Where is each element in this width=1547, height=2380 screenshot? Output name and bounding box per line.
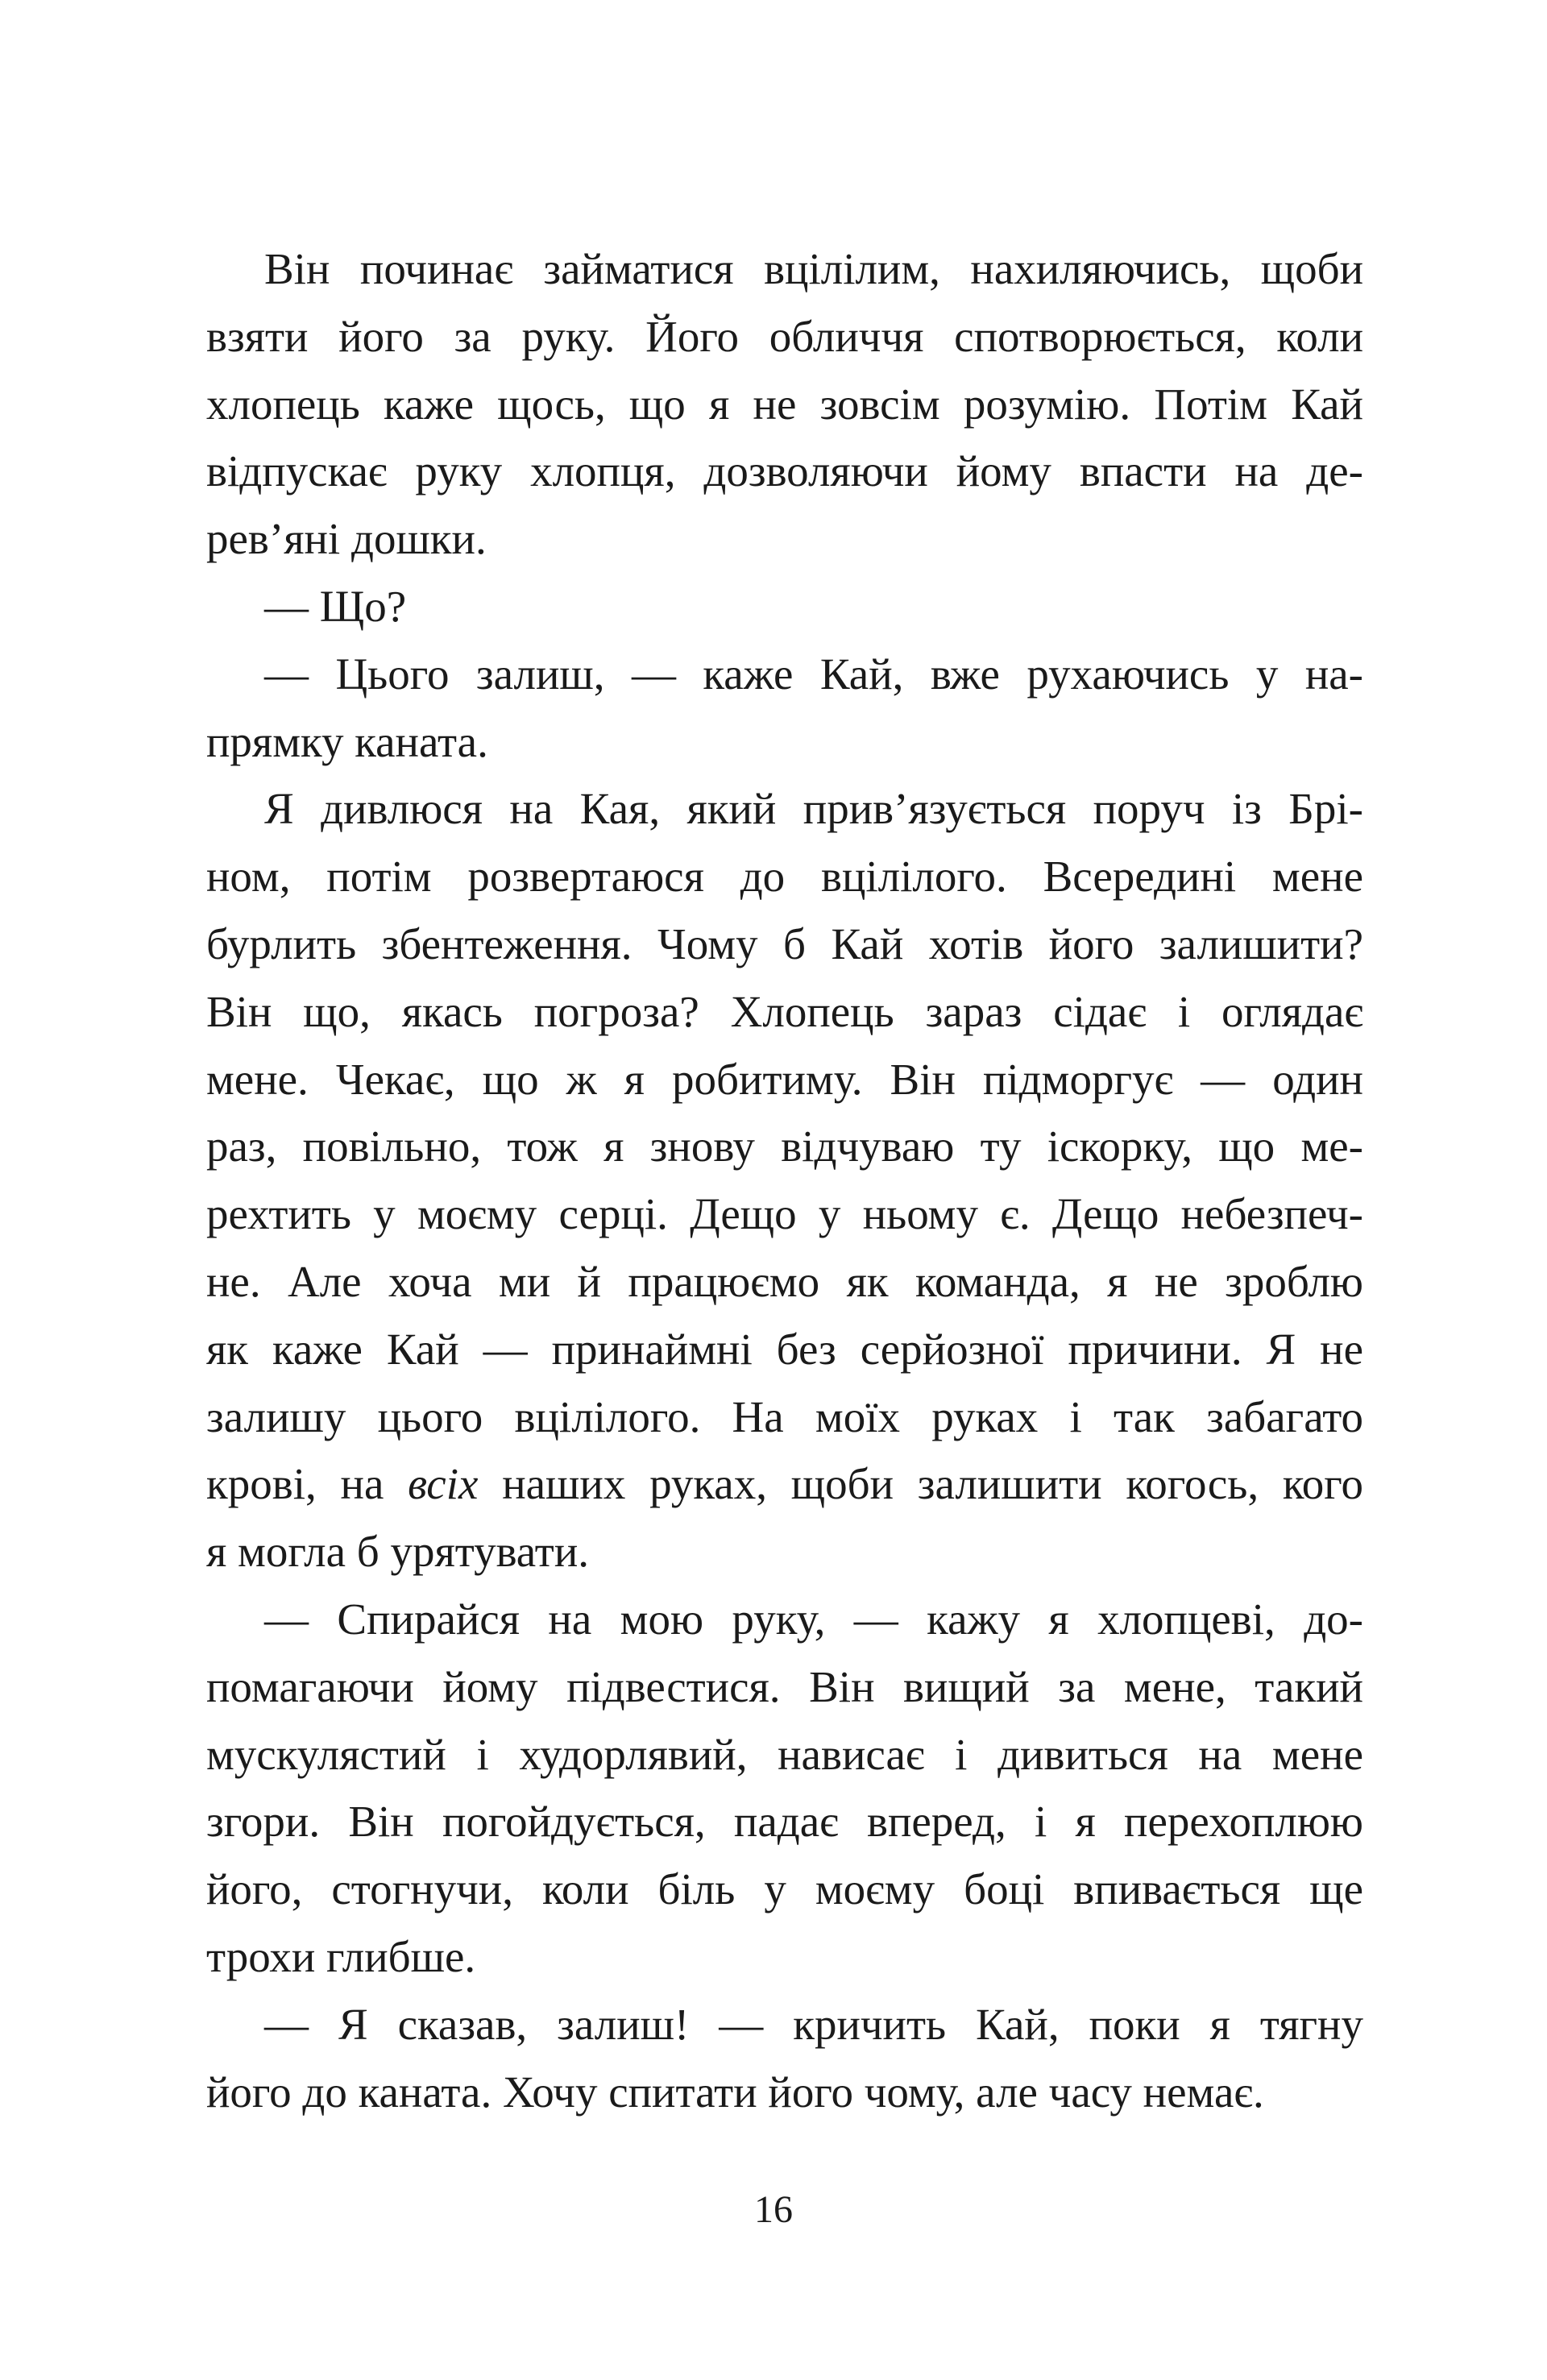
text-line: згори. Він погойдується, падає вперед, і я перехоплюю [206, 1797, 1363, 1847]
text-line [206, 1450, 1363, 1518]
paragraph [206, 573, 1363, 641]
text-line: як каже Кай — принаймні без серйозної причини. Я не [206, 1324, 1363, 1374]
text-line: рехтить у моєму серці. Дещо у ньому є. Дещо небезпеч- [206, 1189, 1363, 1239]
text-line: бурлить збентеження. Чому б Кай хотів його залишити? [206, 918, 1363, 968]
text-line: Я дивлюся на Кая, який прив’язується поруч із Брі- [264, 784, 1363, 834]
text-line: не. Але хоча ми й працюємо як команда, я не зроблю [206, 1256, 1363, 1306]
italic-emphasis: всіх [408, 1459, 479, 1509]
text-line: прямку каната. [206, 716, 488, 766]
text-line: Він починає займатися вцілілим, нахиляючись, щоби [264, 244, 1363, 293]
text-line: взяти його за руку. Його обличчя спотворюється, коли [206, 311, 1363, 361]
text-line: я могла б урятувати. [206, 1527, 590, 1577]
text-line: рев’яні дошки. [206, 514, 487, 564]
text-line: відпускає руку хлопця, дозволяючи йому впасти на де- [206, 446, 1363, 496]
paragraph [206, 235, 1363, 573]
text-line: — Спирайся на мою руку, — кажу я хлопцеві, до- [264, 1594, 1363, 1644]
text-segment: наших руках, щоби залишити когось, кого [478, 1459, 1363, 1509]
text-line: трохи глибше. [206, 1931, 476, 1981]
text-line: мене. Чекає, що ж я робитиму. Він підморгує — один [206, 1054, 1363, 1104]
text-line: помагаючи йому підвестися. Він вищий за мене, такий [206, 1661, 1363, 1711]
book-page-body [206, 235, 1363, 2125]
paragraph [206, 1991, 1363, 2126]
text-line: хлопець каже щось, що я не зовсім розумію. Потім Кай [206, 379, 1363, 429]
text-line: Він що, якась погроза? Хлопець зараз сідає і оглядає [206, 986, 1363, 1036]
text-line: — Що? [264, 581, 407, 631]
text-line: його до каната. Хочу спитати його чому, але часу немає. [206, 2067, 1264, 2117]
text-line: — Я сказав, залиш! — кричить Кай, поки я тягну [264, 1999, 1363, 2049]
paragraph [206, 1586, 1363, 1991]
paragraph [206, 641, 1363, 776]
text-line: раз, повільно, тож я знову відчуваю ту іскорку, що ме- [206, 1122, 1363, 1171]
text-line: залишу цього вцілілого. На моїх руках і так забагато [206, 1391, 1363, 1441]
text-line: ном, потім розвертаюся до вцілілого. Всередині мене [206, 852, 1363, 902]
paragraph [206, 775, 1363, 1586]
page-number: 16 [754, 2188, 793, 2231]
text-line: його, стогнучи, коли біль у моєму боці впивається ще [206, 1864, 1363, 1914]
text-segment: крові, на [206, 1459, 409, 1509]
text-line: — Цього залиш, — каже Кай, вже рухаючись у на- [264, 649, 1363, 699]
text-line: мускулястий і худорлявий, нависає і дивиться на мене [206, 1729, 1363, 1779]
